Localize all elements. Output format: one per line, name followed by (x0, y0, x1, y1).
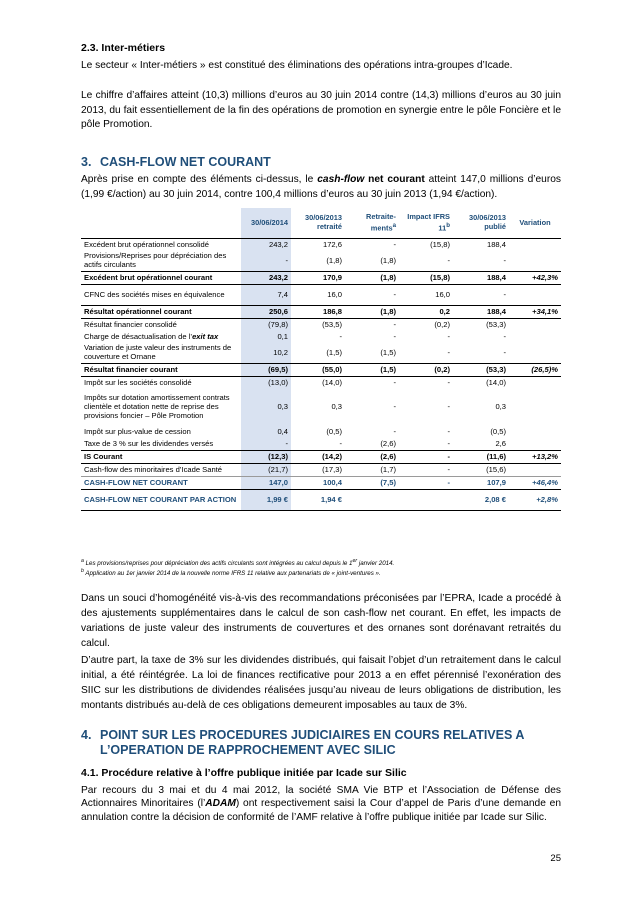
value-cell: - (447, 331, 450, 341)
value-cell: - (393, 289, 396, 299)
value-cell: 107,9 (453, 477, 509, 490)
header-ifrs11: Impact IFRS 11$^b$ (399, 208, 453, 239)
table-body (81, 239, 561, 511)
cash-flow-table (81, 208, 561, 511)
value-cell: 0,4 (241, 426, 291, 438)
row-label: Excédent brut opérationnel courant (81, 272, 241, 285)
value-cell: 10,2 (241, 343, 291, 364)
section-3-title: CASH-FLOW NET COURANT (100, 155, 271, 169)
table-row (81, 389, 561, 426)
variation-cell (509, 426, 561, 438)
value-cell: 147,0 (241, 477, 291, 490)
variation-cell (509, 464, 561, 477)
table-row (81, 464, 561, 477)
value-cell: - (241, 251, 291, 272)
value-cell: (14,0) (322, 377, 342, 387)
value-cell: (1,8) (380, 255, 396, 265)
value-cell: (1,8) (326, 255, 342, 265)
table-row (81, 331, 561, 343)
value-cell: 100,4 (291, 477, 345, 490)
variation-cell (509, 438, 561, 451)
variation-cell: +46,4% (509, 477, 561, 490)
value-cell: (0,2) (434, 319, 450, 329)
value-cell: 7,4 (241, 285, 291, 306)
footnote-a: $^a$ Les provisions/reprises pour dépréciation des actifs circulants sont intégrées au calcul depuis le 1er janvier 2014. (81, 558, 395, 568)
value-cell: 188,4 (486, 239, 506, 249)
value-cell: (1,5) (380, 347, 396, 357)
table-row (81, 451, 561, 464)
value-cell: (1,8) (345, 272, 399, 285)
value-cell: 1,99 € (241, 490, 291, 511)
value-cell: (1,5) (345, 364, 399, 377)
value-cell: (1,5) (326, 347, 342, 357)
row-label: Impôt sur plus-value de cession (84, 426, 191, 436)
value-cell: 1,94 € (291, 490, 345, 511)
section-4-1-title: 4.1. Procédure relative à l’offre publique initiée par Icade sur Silic (81, 767, 407, 779)
section-3-paragraph (81, 173, 561, 202)
section-3-number: 3. (81, 155, 92, 169)
row-label: IS Courant (81, 451, 241, 464)
header-variation: Variation (509, 208, 561, 239)
table-row (81, 319, 561, 332)
table-row (81, 285, 561, 306)
table-row (81, 239, 561, 252)
value-cell: 243,2 (241, 272, 291, 285)
row-label: Impôt sur les sociétés consolidé (84, 377, 192, 387)
table-row (81, 490, 561, 511)
section-4-heading (81, 728, 524, 758)
value-cell: - (503, 289, 506, 299)
variation-cell (509, 389, 561, 426)
section-4-title-line-1: POINT SUR LES PROCEDURES JUDICIAIRES EN COURS RELATIVES A (100, 728, 525, 742)
header-2014: 30/06/2014 (241, 208, 291, 239)
value-cell: 186,8 (291, 306, 345, 319)
value-cell: (53,3) (453, 364, 509, 377)
value-cell: - (393, 239, 396, 249)
value-cell (345, 490, 399, 511)
value-cell: (53,3) (486, 319, 506, 329)
value-cell: - (339, 438, 342, 448)
value-cell: 0,3 (495, 402, 506, 412)
variation-cell: +13,2% (509, 451, 561, 464)
value-cell: - (447, 438, 450, 448)
value-cell: 0,1 (241, 331, 291, 343)
variation-cell (509, 239, 561, 252)
section-3-heading (81, 155, 271, 169)
table-row (81, 343, 561, 364)
value-cell: - (393, 426, 396, 436)
value-cell: (79,8) (241, 319, 291, 332)
value-cell: (0,5) (326, 426, 342, 436)
value-cell: - (447, 255, 450, 265)
table-row (81, 377, 561, 390)
value-cell: (2,6) (345, 451, 399, 464)
value-cell: - (339, 331, 342, 341)
value-cell: 0,3 (331, 402, 342, 412)
value-cell: 188,4 (453, 272, 509, 285)
value-cell: (11,6) (453, 451, 509, 464)
row-label: Résultat opérationnel courant (81, 306, 241, 319)
section-3-text-end: atteint 147,0 millions d’euros (1,99 €/action) au 30 juin 2014, contre 100,4 millions d’euros au 30 juin 2013 (1,94 €/action). (81, 174, 561, 200)
row-label: Cash-flow des minoritaires d’Icade Santé (81, 464, 241, 477)
value-cell: - (447, 402, 450, 412)
variation-cell (509, 285, 561, 306)
value-cell: (53,5) (322, 319, 342, 329)
value-cell: - (399, 477, 453, 490)
value-cell: 243,2 (241, 239, 291, 252)
adam-emphasis: ADAM (205, 798, 236, 810)
table-row (81, 272, 561, 285)
value-cell: (15,8) (399, 272, 453, 285)
section-4-1-paragraph: Par recours du 3 mai et du 4 mai 2012, la société SMA Vie BTP et l’Association de Défense des Actionnaires Minoritaires (l’ADAM) ont respectivement saisi la Cour d’appel de Paris d’une demande en annulation contre la décision de conformité de l’AMF relative à l’offre publique initiée par Icade sur Silic. (81, 785, 562, 823)
value-cell (399, 490, 453, 511)
row-label: Excédent brut opérationnel consolidé (84, 239, 209, 249)
value-cell: (14,0) (486, 377, 506, 387)
value-cell: (15,6) (453, 464, 509, 477)
value-cell: (17,3) (291, 464, 345, 477)
header-retraitements: Retraite-ments$^a$ (345, 208, 399, 239)
table-row (81, 426, 561, 438)
value-cell: (12,3) (241, 451, 291, 464)
section-2-3-paragraph-1: Le secteur « Inter-métiers » est constitué des éliminations des opérations intra-groupes d’Icade. (81, 60, 513, 71)
value-cell: - (399, 451, 453, 464)
value-cell: - (447, 377, 450, 387)
section-4-title-line-2: L’OPERATION DE RAPPROCHEMENT AVEC SILIC (100, 743, 396, 757)
row-label: Résultat financier courant (81, 364, 241, 377)
row-label: Variation de juste valeur des instruments de couverture et Ornane (84, 343, 232, 361)
footnote-b: $^b$ Application au 1er janvier 2014 de la nouvelle norme IFRS 11 relative aux partenariats de « joint-ventures ». (81, 568, 381, 578)
value-cell: - (393, 377, 396, 387)
row-label: Taxe de 3 % sur les dividendes versés (84, 438, 214, 448)
row-label: Résultat financier consolidé (84, 319, 177, 329)
row-label: Provisions/Reprises pour dépréciation des actifs circulants (84, 251, 227, 269)
value-cell: - (393, 331, 396, 341)
value-cell: (13,0) (241, 377, 291, 390)
value-cell: 2,08 € (453, 490, 509, 511)
row-label: CFNC des sociétés mises en équivalence (84, 289, 225, 299)
table-row (81, 477, 561, 490)
value-cell: (14,2) (291, 451, 345, 464)
value-cell: (1,7) (345, 464, 399, 477)
value-cell: - (241, 438, 291, 451)
value-cell: (7,5) (345, 477, 399, 490)
paragraph-taxe: D’autre part, la taxe de 3% sur les dividendes distribués, qui faisait l’objet d’un retraitement dans le calcul initial, a été réintégrée. La loi de finances rectificative pour 2013 a en effet pérennisé l’exonération des SIIC sur les distributions de dividendes réalisées jusqu’au niveau de leurs obligations de distribution, les montants distribués au-delà de ces obligations demeurent imposables au taux de 3%. (81, 655, 561, 711)
cash-flow-emphasis: cash-flow (317, 174, 365, 185)
value-cell: (55,0) (291, 364, 345, 377)
value-cell: - (503, 331, 506, 341)
value-cell: 16,0 (435, 289, 450, 299)
variation-cell: +2,8% (509, 490, 561, 511)
value-cell: 0,3 (241, 389, 291, 426)
table-header-row (81, 208, 561, 239)
variation-cell: +42,3% (509, 272, 561, 285)
value-cell: (0,2) (399, 364, 453, 377)
value-cell: (15,8) (430, 239, 450, 249)
table-row (81, 364, 561, 377)
variation-cell: +34,1% (509, 306, 561, 319)
value-cell: 172,6 (322, 239, 342, 249)
value-cell: - (393, 402, 396, 412)
row-label: CASH-FLOW NET COURANT PAR ACTION (81, 490, 241, 511)
value-cell: - (503, 347, 506, 357)
page-number: 25 (550, 853, 561, 864)
value-cell: - (393, 319, 396, 329)
variation-cell (509, 343, 561, 364)
value-cell: (21,7) (241, 464, 291, 477)
value-cell: - (503, 255, 506, 265)
value-cell: 250,6 (241, 306, 291, 319)
value-cell: - (447, 426, 450, 436)
section-3-text: Après prise en compte des éléments ci-dessus, le (81, 174, 318, 185)
row-label: Impôts sur dotation amortissement contrats clientèle et dotation nette de reprise des provisions foncier – Pôle Promotion (84, 393, 230, 420)
value-cell: (69,5) (241, 364, 291, 377)
value-cell: 170,9 (291, 272, 345, 285)
value-cell: - (399, 464, 453, 477)
row-label: Charge de désactualisation de l’exit tax (84, 331, 219, 341)
header-2013-publie: 30/06/2013 publié (453, 208, 509, 239)
section-4-number: 4. (81, 728, 92, 742)
value-cell: (0,5) (490, 426, 506, 436)
variation-cell (509, 331, 561, 343)
value-cell: 2,6 (495, 438, 506, 448)
value-cell: 16,0 (327, 289, 342, 299)
value-cell: 0,2 (399, 306, 453, 319)
header-2013-retraite: 30/06/2013 retraité (291, 208, 345, 239)
table-row (81, 251, 561, 272)
paragraph-epra: Dans un souci d’homogénéité vis-à-vis des recommandations préconisées par l’EPRA, Icade a procédé à des ajustements supplémentaires dans le calcul de son cash-flow net courant. En effet, les impacts de variations de juste valeur des instruments de couvertures et des ornanes sont dorénavant retraités du calcul. (81, 593, 561, 649)
variation-cell (509, 319, 561, 332)
variation-cell (509, 377, 561, 390)
net-courant-emphasis: net courant (364, 174, 425, 185)
header-empty (81, 208, 241, 239)
table-row (81, 306, 561, 319)
value-cell: - (447, 347, 450, 357)
variation-cell: (26,5)% (509, 364, 561, 377)
variation-cell (509, 251, 561, 272)
value-cell: (2,6) (380, 438, 396, 448)
section-2-3-paragraph-2: Le chiffre d’affaires atteint (10,3) millions d’euros au 30 juin 2014 contre (14,3) millions d’euros au 30 juin 2013, du fait essentiellement de la fin des opérations de promotion en synergie entre le pôle Foncière et le pôle Promotion. (81, 90, 561, 130)
value-cell: (1,8) (345, 306, 399, 319)
table-row (81, 438, 561, 451)
row-label: CASH-FLOW NET COURANT (81, 477, 241, 490)
section-2-3-title: 2.3. Inter-métiers (81, 42, 166, 54)
value-cell: 188,4 (453, 306, 509, 319)
